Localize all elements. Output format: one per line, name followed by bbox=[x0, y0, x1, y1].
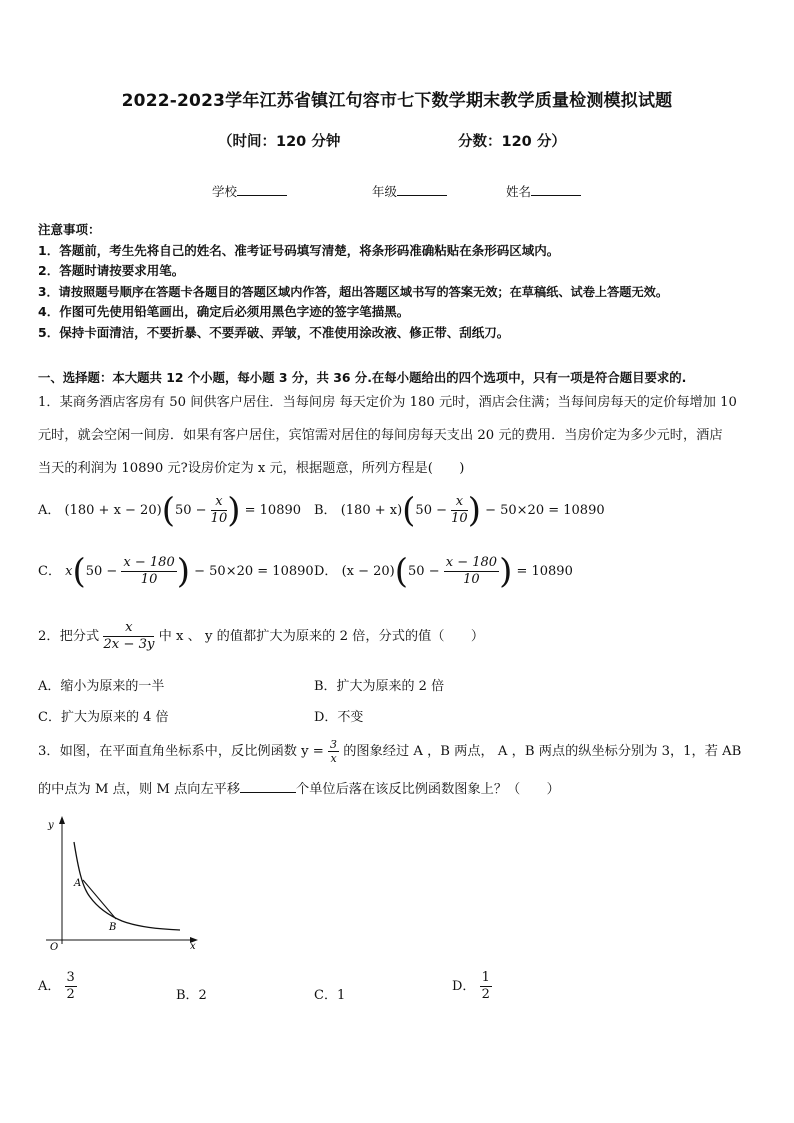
note-item: 5．保持卡面清洁，不要折暴、不要弄破、弄皱，不准使用涂改液、修正带、刮纸刀。 bbox=[38, 324, 510, 340]
q1-line: 1．某商务酒店客房有 50 间供客户居住．当每间房 每天定价为 180 元时，酒店会住满；当每间房每天的定价每增加 10 bbox=[38, 395, 737, 410]
answer-blank bbox=[240, 780, 296, 793]
grade-label: 年级 bbox=[372, 184, 398, 199]
fraction bbox=[121, 555, 176, 588]
fraction bbox=[328, 738, 339, 765]
expr-part: 50 − bbox=[85, 564, 118, 579]
y-axis-label: y bbox=[48, 820, 54, 831]
hyperbola-curve bbox=[74, 842, 180, 930]
q1-option-d[interactable]: D． (x − 20)(50 − $\frac{x - 180}{10}$ ) = 10890 bbox=[314, 551, 573, 592]
option-label: D． bbox=[452, 979, 476, 994]
note-item: 3．请按照题号顺序在答题卡各题目的答题区域内作答，超出答题区域书写的答案无效；在草稿纸、试卷上答题无效。 bbox=[38, 284, 669, 299]
exam-time: （时间：120 分钟 bbox=[218, 134, 341, 150]
numerator: x − 180 bbox=[123, 555, 175, 570]
note-item: 1．答题前，考生先将自己的姓名、准考证号码填写清楚，将条形码准确粘贴在条形码区域内。 bbox=[38, 242, 560, 258]
fraction bbox=[451, 494, 468, 527]
denominator: 2x − 3y bbox=[103, 637, 155, 652]
q3-graph bbox=[38, 812, 203, 952]
denominator: 2 bbox=[66, 987, 75, 1002]
numerator: x bbox=[451, 494, 468, 511]
denominator: 10 bbox=[451, 511, 468, 526]
q2-post: 中 x 、 y 的值都扩大为原来的 2 倍，分式的值（ ） bbox=[158, 629, 485, 644]
expr-part: x bbox=[65, 564, 73, 579]
expr-part: 50 − bbox=[408, 564, 440, 579]
q2-option-c[interactable]: C．扩大为原来的 4 倍 bbox=[38, 710, 169, 725]
q1-option-a[interactable]: A． (180 + x − 20)(50 − $\frac{x}{10}$ ) = 10890 bbox=[38, 490, 302, 531]
option-label: A． bbox=[38, 503, 61, 518]
q3-option-d[interactable] bbox=[452, 970, 492, 1003]
expr-part: = 10890 bbox=[244, 503, 302, 518]
origin-label: O bbox=[50, 942, 59, 952]
q3-text-line2 bbox=[38, 778, 560, 797]
q1-line: 当天的利润为 10890 元?设房价定为 x 元，根据题意，所列方程是( ) bbox=[38, 461, 465, 476]
section-heading: 一、选择题：本大题共 12 个小题，每小题 3 分，共 36 分.在每小题给出的四个选项中，只有一项是符合题目要求的. bbox=[38, 370, 687, 385]
grade-blank bbox=[397, 183, 447, 196]
notes-block bbox=[38, 220, 668, 343]
denominator: 10 bbox=[463, 572, 480, 587]
expr-part: − 50×20 = 10890 bbox=[194, 564, 314, 579]
q2-text bbox=[38, 620, 484, 653]
school-field bbox=[212, 182, 287, 200]
q2-option-b[interactable]: B．扩大为原来的 2 倍 bbox=[314, 679, 445, 694]
numerator: 3 bbox=[330, 738, 338, 751]
school-blank bbox=[237, 183, 287, 196]
exam-score: 分数：120 分） bbox=[458, 134, 566, 150]
numerator: x bbox=[103, 620, 154, 637]
q2-option-a[interactable]: A．缩小为原来的一半 bbox=[38, 679, 165, 694]
y-axis-arrow-icon bbox=[59, 816, 65, 824]
denominator: 2 bbox=[481, 987, 490, 1002]
page-title: 2022-2023学年江苏省镇江句容市七下数学期末教学质量检测模拟试题 bbox=[121, 91, 673, 111]
expr-part: (x − 20) bbox=[341, 564, 395, 579]
denominator: x bbox=[330, 752, 337, 765]
fraction bbox=[65, 970, 77, 1003]
expr-part: (180 + x − 20) bbox=[64, 503, 162, 518]
expr-part: = 10890 bbox=[516, 564, 573, 579]
point-a-label: A bbox=[74, 878, 82, 889]
expr-part: 50 − bbox=[415, 503, 447, 518]
fraction bbox=[103, 620, 154, 653]
option-label: B． bbox=[314, 503, 337, 518]
expr-part: − 50×20 = 10890 bbox=[485, 503, 605, 518]
q1-option-c[interactable]: C． x(50 − $\frac{x - 180}{10}$ ) − 50×20 = 10890 bbox=[38, 551, 314, 592]
school-label: 学校 bbox=[212, 184, 238, 199]
fraction bbox=[211, 494, 228, 527]
fraction bbox=[444, 555, 499, 588]
point-b-label: B bbox=[109, 922, 117, 933]
q3-post: 的图象经过 A ，B 两点， A ，B 两点的纵坐标分别为 3，1，若 AB bbox=[343, 744, 742, 759]
option-label: D． bbox=[314, 564, 338, 579]
name-blank bbox=[531, 183, 581, 196]
fraction bbox=[480, 970, 492, 1003]
q3-option-b[interactable]: B．2 bbox=[176, 988, 207, 1003]
denominator: 10 bbox=[140, 572, 158, 587]
q3-option-c[interactable]: C．1 bbox=[314, 988, 346, 1003]
numerator: x bbox=[211, 494, 228, 511]
q3-line2a: 的中点为 M 点，则 M 点向左平移 bbox=[38, 782, 241, 797]
note-item: 4．作图可先使用铅笔画出，确定后必须用黑色字迹的签字笔描黑。 bbox=[38, 304, 410, 319]
numerator: 1 bbox=[481, 970, 490, 985]
numerator: x − 180 bbox=[445, 555, 498, 570]
expr-part: 50 − bbox=[174, 503, 207, 518]
denominator: 10 bbox=[210, 511, 228, 526]
x-axis-label: x bbox=[190, 941, 196, 952]
name-label: 姓名 bbox=[506, 184, 532, 199]
q2-pre: 2．把分式 bbox=[38, 629, 100, 644]
name-field bbox=[506, 182, 581, 200]
q2-option-d[interactable]: D．不变 bbox=[314, 710, 364, 725]
q1-line: 元时，就会空闲一间房．如果有客户居住，宾馆需对居住的每间房每天支出 20 元的费用．当房价定为多少元时，酒店 bbox=[38, 428, 723, 443]
option-label: A． bbox=[38, 979, 61, 994]
q1-option-b[interactable]: B． (180 + x)(50 − $\frac{x}{10}$ ) − 50×20 = 10890 bbox=[314, 490, 605, 531]
q3-line2b: 个单位后落在该反比例函数图象上？（ ） bbox=[296, 782, 560, 797]
q3-pre: 3．如图，在平面直角坐标系中，反比例函数 y = bbox=[38, 744, 324, 759]
q3-option-a[interactable] bbox=[38, 970, 77, 1003]
q3-text bbox=[38, 738, 741, 765]
notes-heading: 注意事项： bbox=[38, 222, 101, 237]
grade-field bbox=[372, 182, 447, 200]
numerator: 3 bbox=[66, 970, 75, 985]
q1-text bbox=[38, 386, 737, 485]
note-item: 2．答题时请按要求用笔。 bbox=[38, 263, 185, 278]
expr-part: (180 + x) bbox=[340, 503, 403, 518]
segment-ab bbox=[83, 880, 116, 919]
option-label: C． bbox=[38, 564, 61, 579]
